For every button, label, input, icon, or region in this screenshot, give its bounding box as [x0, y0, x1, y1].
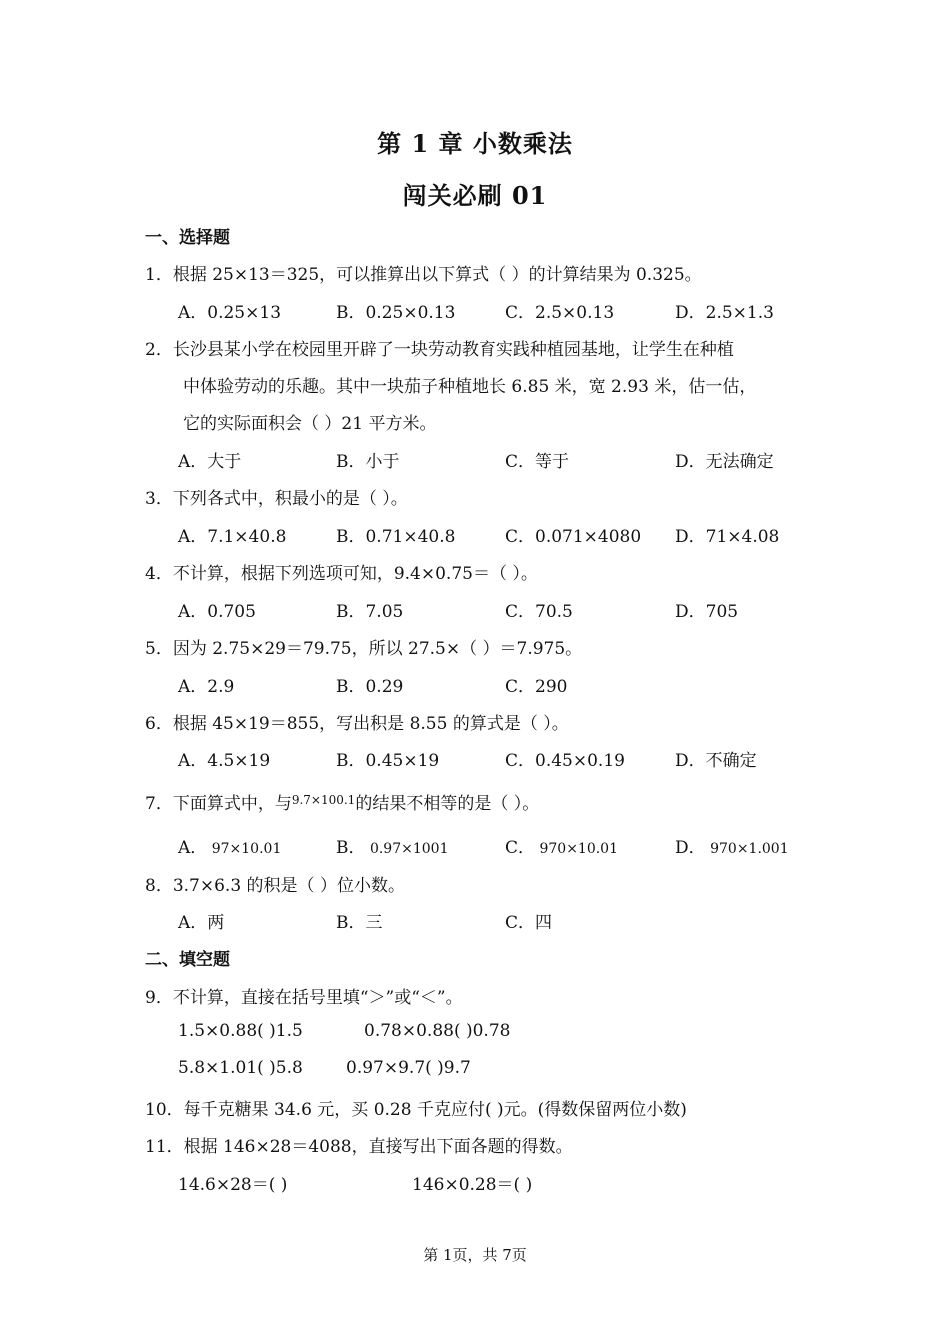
question-9-blank-1[interactable]: 1.5×0.88( )1.5 — [178, 1021, 303, 1041]
question-2-line-2: 中体验劳动的乐趣。其中一块茄子种植地长 6.85 米，宽 2.93 米，估一估， — [183, 377, 757, 397]
section-multiple-choice: 一、选择题 — [145, 228, 230, 248]
option-a: A．大于 — [178, 452, 242, 472]
question-2-options — [178, 447, 878, 473]
option-letter: B． — [336, 838, 366, 858]
question-2-line-3: 它的实际面积会（ ）21 平方米。 — [183, 414, 437, 434]
option-a — [178, 833, 281, 858]
question-7-prefix: 7．下面算式中，与 — [145, 794, 292, 814]
question-9-blank-4[interactable]: 0.97×9.7( )9.7 — [346, 1058, 471, 1078]
question-3-options — [178, 522, 878, 548]
question-1-options — [178, 298, 878, 324]
option-c: C．0.071×4080 — [505, 527, 642, 547]
option-d — [675, 833, 789, 858]
option-d: D．无法确定 — [675, 452, 774, 472]
question-11-blank-1[interactable]: 14.6×28＝( ) — [178, 1175, 288, 1195]
option-a: A．0.705 — [178, 602, 256, 622]
worksheet-subtitle: 闯关必刷 01 — [402, 181, 548, 210]
option-a: A．4.5×19 — [178, 751, 271, 771]
question-7-options — [178, 833, 878, 859]
option-b: B．7.05 — [336, 602, 404, 622]
option-text: 0.97×1001 — [369, 841, 449, 857]
question-11-blank-2[interactable]: 146×0.28＝( ) — [412, 1175, 533, 1195]
question-9-blank-2[interactable]: 0.78×0.88( )0.78 — [364, 1021, 511, 1041]
option-letter: A． — [178, 838, 208, 858]
option-a: A．2.9 — [178, 677, 235, 697]
option-b: B．0.45×19 — [336, 751, 440, 771]
question-11: 11．根据 146×28＝4088，直接写出下面各题的得数。 — [145, 1137, 573, 1157]
option-c: C．0.45×0.19 — [505, 751, 625, 771]
question-7 — [145, 789, 539, 814]
option-d: D．不确定 — [675, 751, 757, 771]
question-9-blank-3[interactable]: 5.8×1.01( )5.8 — [178, 1058, 303, 1078]
option-text: 970×1.001 — [710, 841, 789, 857]
question-10[interactable]: 10．每千克糖果 34.6 元，买 0.28 千克应付( )元。(得数保留两位小数) — [145, 1100, 687, 1120]
option-c: C．290 — [505, 677, 568, 697]
option-b: B．0.25×0.13 — [336, 303, 456, 323]
question-2-line-1: 2．长沙县某小学在校园里开辟了一块劳动教育实践种植园基地，让学生在种植 — [145, 340, 734, 360]
option-d: D．2.5×1.3 — [675, 303, 774, 323]
option-a: A．两 — [178, 913, 225, 933]
option-b: B．0.29 — [336, 677, 404, 697]
question-4: 4．不计算，根据下列选项可知，9.4×0.75＝（ ）。 — [145, 564, 538, 584]
option-b: B．小于 — [336, 452, 400, 472]
question-6-options — [178, 746, 878, 772]
question-8-options — [178, 908, 878, 934]
option-c: C．等于 — [505, 452, 570, 472]
option-letter: C． — [505, 838, 536, 858]
question-5: 5．因为 2.75×29＝79.75，所以 27.5×（ ）＝7.975。 — [145, 639, 583, 659]
question-1: 1．根据 25×13＝325，可以推算出以下算式（ ）的计算结果为 0.325。 — [145, 265, 702, 285]
option-a: A．7.1×40.8 — [178, 527, 287, 547]
option-text: 97×10.01 — [211, 841, 282, 857]
option-c — [505, 833, 618, 858]
question-4-options — [178, 597, 878, 623]
question-8: 8．3.7×6.3 的积是（ ）位小数。 — [145, 876, 405, 896]
question-6: 6．根据 45×19＝855，写出积是 8.55 的算式是（ ）。 — [145, 714, 569, 734]
question-5-options — [178, 672, 878, 698]
question-9: 9．不计算，直接在括号里填“＞”或“＜”。 — [145, 988, 463, 1008]
option-b — [336, 833, 448, 858]
option-d: D．705 — [675, 602, 739, 622]
option-d: D．71×4.08 — [675, 527, 780, 547]
option-b: B．0.71×40.8 — [336, 527, 456, 547]
option-text: 970×10.01 — [539, 841, 618, 857]
section-fill-in-blank: 二、填空题 — [145, 950, 230, 970]
option-letter: D． — [675, 838, 706, 858]
page-footer: 第 1页，共 7页 — [423, 1246, 527, 1264]
option-c: C．四 — [505, 913, 553, 933]
question-7-suffix: 的结果不相等的是（ ）。 — [355, 794, 540, 814]
question-7-expression: 9.7×100.1 — [291, 793, 356, 807]
chapter-title: 第 1 章 小数乘法 — [377, 129, 573, 158]
option-c: C．70.5 — [505, 602, 573, 622]
question-3: 3．下列各式中，积最小的是（ ）。 — [145, 489, 408, 509]
option-b: B．三 — [336, 913, 383, 933]
option-a: A．0.25×13 — [178, 303, 282, 323]
option-c: C．2.5×0.13 — [505, 303, 615, 323]
